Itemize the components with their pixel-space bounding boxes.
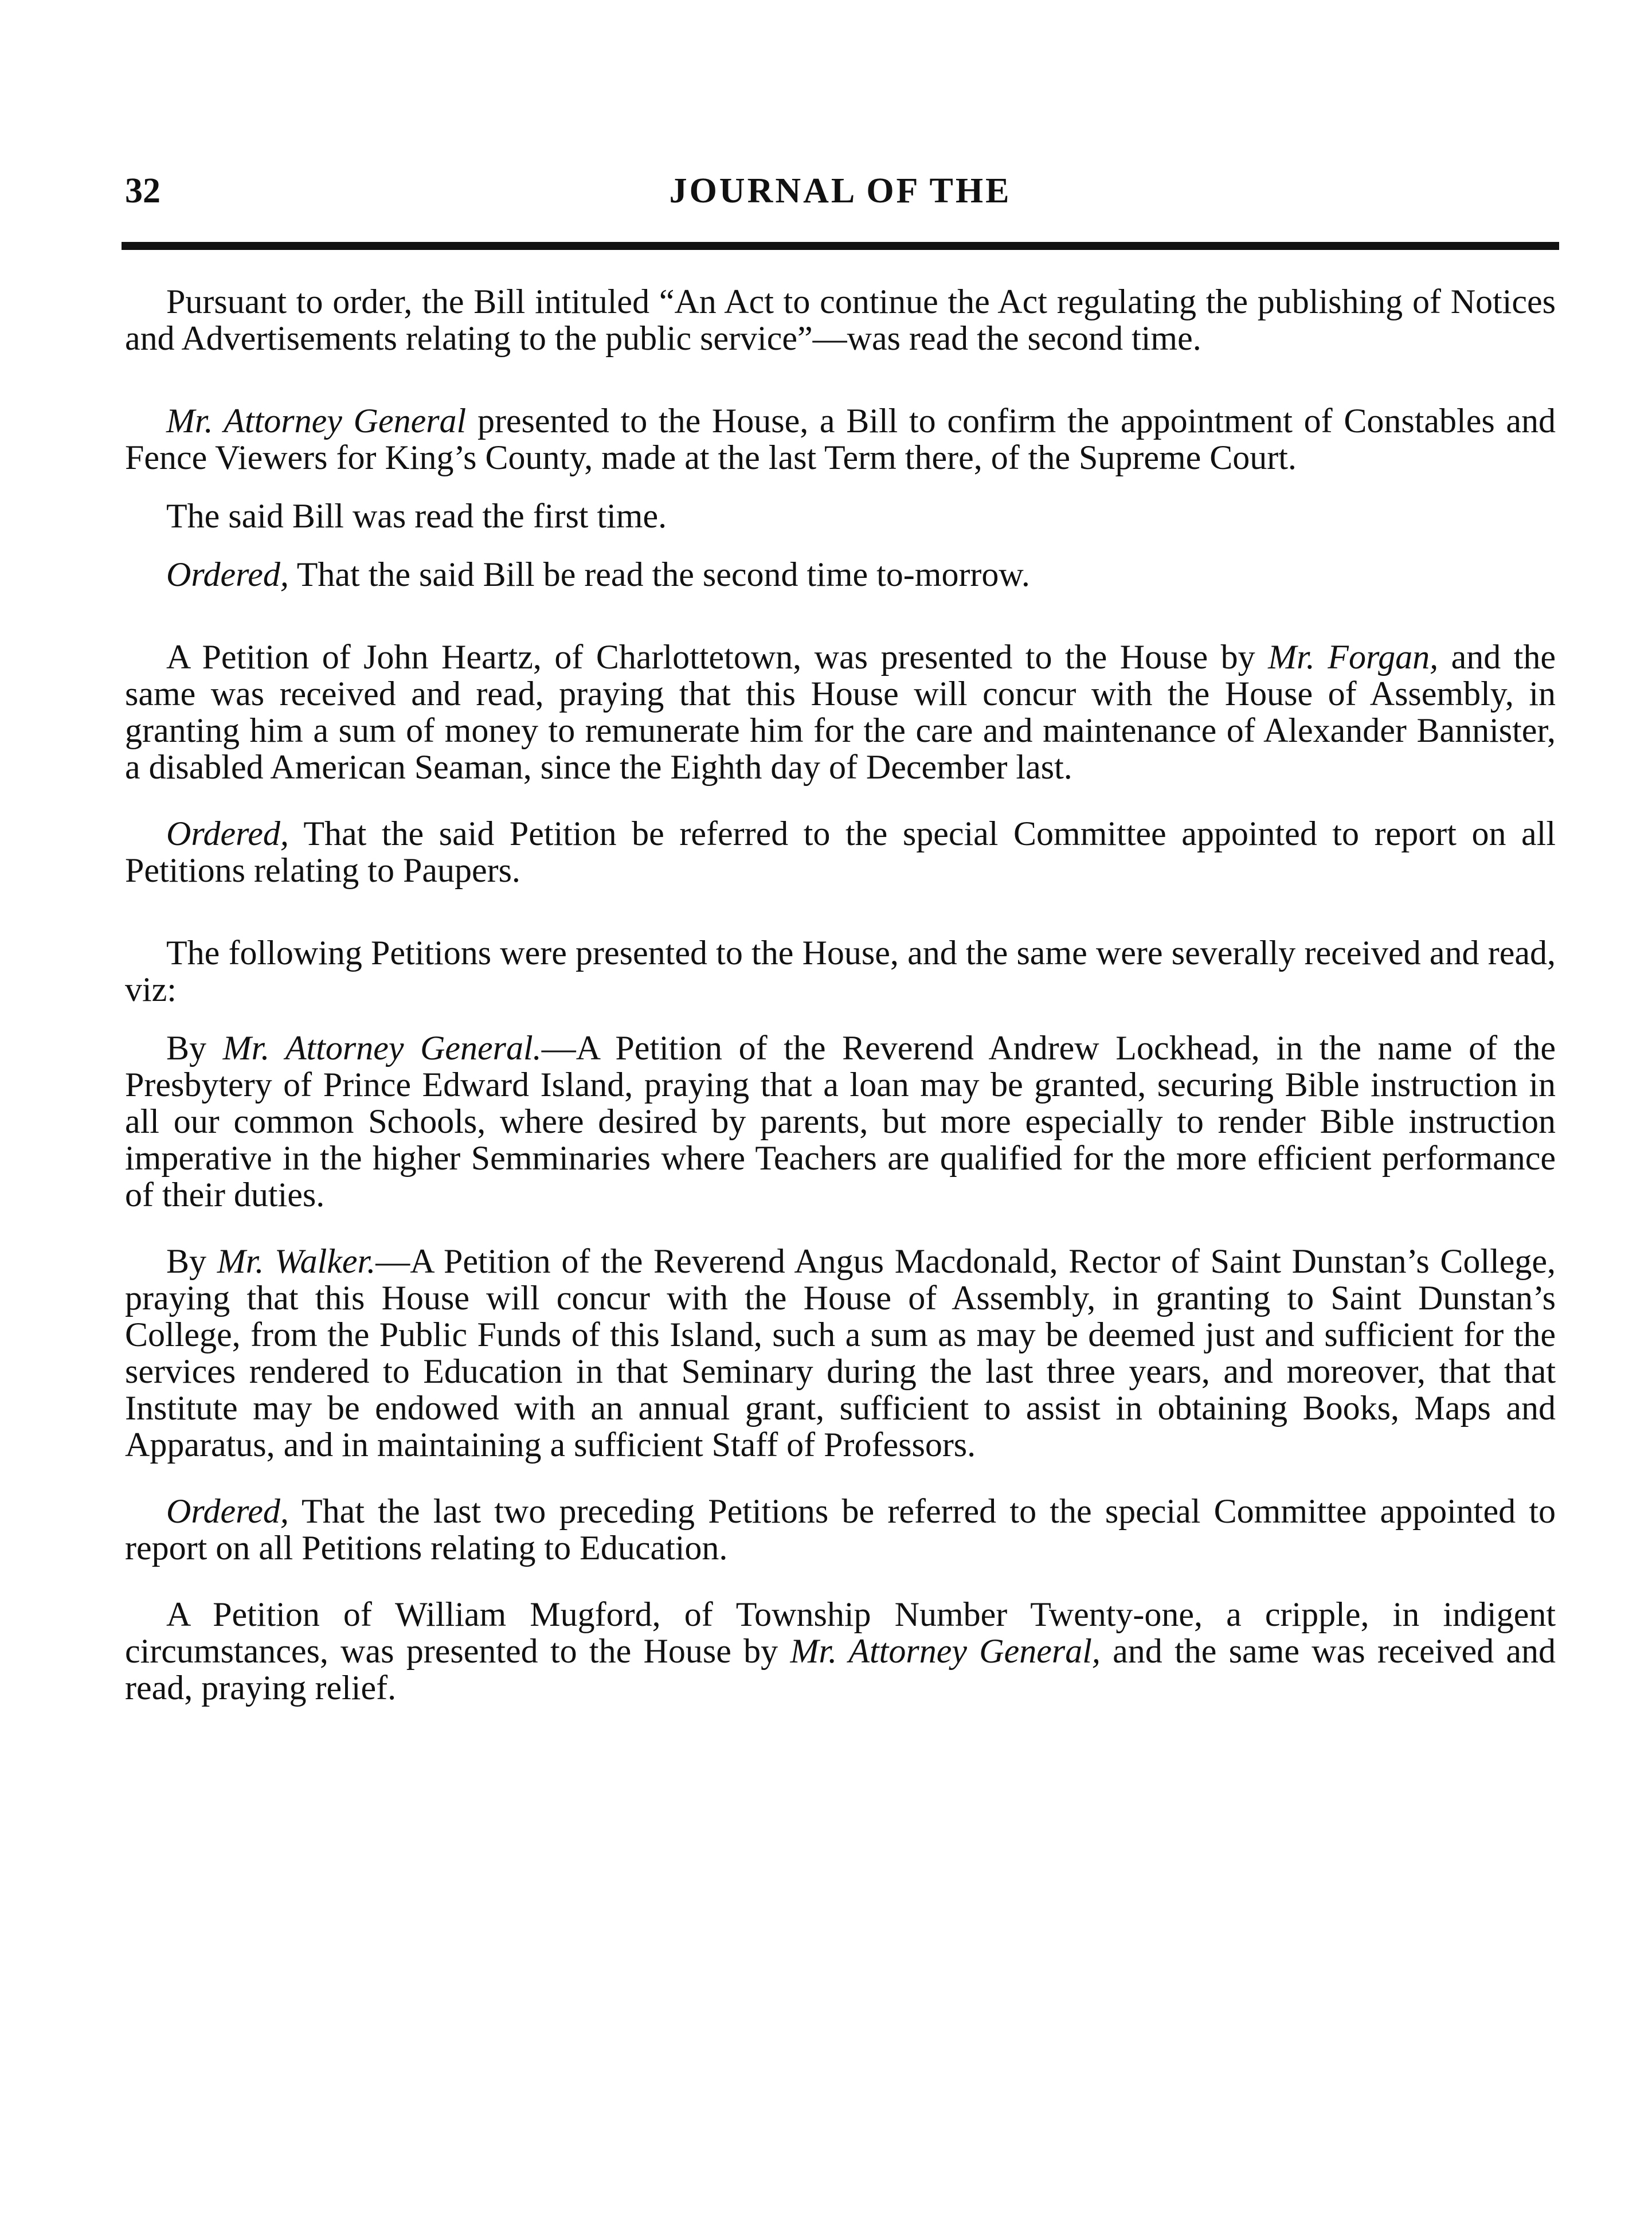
- paragraph-order-education: [125, 1493, 1556, 1566]
- member-name: Mr. Walker.: [217, 1242, 376, 1280]
- paragraph-petition-mugford: [125, 1596, 1556, 1706]
- paragraph-petition-lockhead: [125, 1030, 1556, 1213]
- paragraph-text: That the said Petition be referred to the special Committee appointed to report on all Petitions relating to Paupers.: [125, 815, 1556, 889]
- paragraph-text: The following Petitions were presented to the House, and the same were severally received and read, viz:: [125, 934, 1556, 1008]
- paragraph-bill-presented: [125, 402, 1556, 476]
- member-name: Mr. Attorney General.: [222, 1029, 542, 1067]
- paragraph-petition-macdonald: [125, 1243, 1556, 1463]
- paragraph-text: —A Petition of the Reverend Angus Macdonald, Rector of Saint Dunstan’s College, praying that this House will concur with the House of Assembly, in granting to Saint Dunstan’s College, from the Public Funds of this Island, such a sum as may be deemed just and sufficient for the services rendered to Education in that Seminary during the last three years, and moreover, that that Institute may be endowed with an annual grant, sufficient to assist in obtaining Books, Maps and Apparatus, and in maintaining a sufficient Staff of Professors.: [125, 1242, 1556, 1464]
- paragraph-text: and the same was received and read, praying relief.: [125, 1632, 1556, 1707]
- paragraph-text: That the said Bill be read the second time to-morrow.: [288, 556, 1030, 593]
- journal-body: [125, 283, 1556, 1706]
- paragraph-order-second-reading: [125, 556, 1556, 593]
- paragraph-prefix: By: [166, 1029, 223, 1067]
- paragraph-text: presented to the House, a Bill to confirm the appointment of Constables and Fence Viewers for King’s County, made at the last Term there, of the Supreme Court.: [125, 402, 1556, 476]
- member-name: Mr. Attorney General: [166, 402, 467, 440]
- running-title: JOURNAL OF THE: [669, 171, 1012, 210]
- paragraph-text: A Petition of William Mugford, of Township Number Twenty-one, a cripple, in indigent circumstances, was presented to the House by: [125, 1595, 1556, 1670]
- page-header: [125, 165, 1556, 217]
- paragraph-text: That the last two preceding Petitions be referred to the special Committee appointed to report on all Petitions relating to Education.: [125, 1492, 1556, 1567]
- header-rule: [122, 242, 1559, 250]
- paragraph-bill-second-reading: [125, 283, 1556, 357]
- member-name: Mr. Forgan,: [1268, 638, 1439, 676]
- page-number: 32: [125, 171, 160, 210]
- ordered-label: Ordered,: [166, 556, 289, 593]
- paragraph-order-paupers: [125, 815, 1556, 889]
- paragraph-text: Pursuant to order, the Bill intituled “An Act to continue the Act regulating the publishing of Notices and Advertisements relating to the public service”—was read the second time.: [125, 283, 1556, 357]
- paragraph-text: A Petition of John Heartz, of Charlottetown, was presented to the House by: [166, 638, 1269, 676]
- ordered-label: Ordered,: [166, 1492, 289, 1530]
- paragraph-following-petitions: [125, 934, 1556, 1008]
- member-name: Mr. Attorney General,: [790, 1632, 1101, 1670]
- ordered-label: Ordered,: [166, 815, 289, 852]
- paragraph-prefix: By: [166, 1242, 217, 1280]
- paragraph-petition-heartz: [125, 639, 1556, 785]
- paragraph-text: —A Petition of the Reverend Andrew Lockhead, in the name of the Presbytery of Prince Edward Island, praying that a loan may be granted, securing Bible instruction in all our common Schools, where desired by parents, but more especially to render Bible instruction imperative in the higher Semminaries where Teachers are qualified for the more efficient performance of their duties.: [125, 1029, 1556, 1214]
- paragraph-text: The said Bill was read the first time.: [166, 497, 667, 535]
- paragraph-text: and the same was received and read, praying that this House will concur with the House of Assembly, in granting him a sum of money to remunerate him for the care and maintenance of Alexander Bannister, a disabled American Seaman, since the Eighth day of December last.: [125, 638, 1556, 786]
- paragraph-first-reading: [125, 498, 1556, 534]
